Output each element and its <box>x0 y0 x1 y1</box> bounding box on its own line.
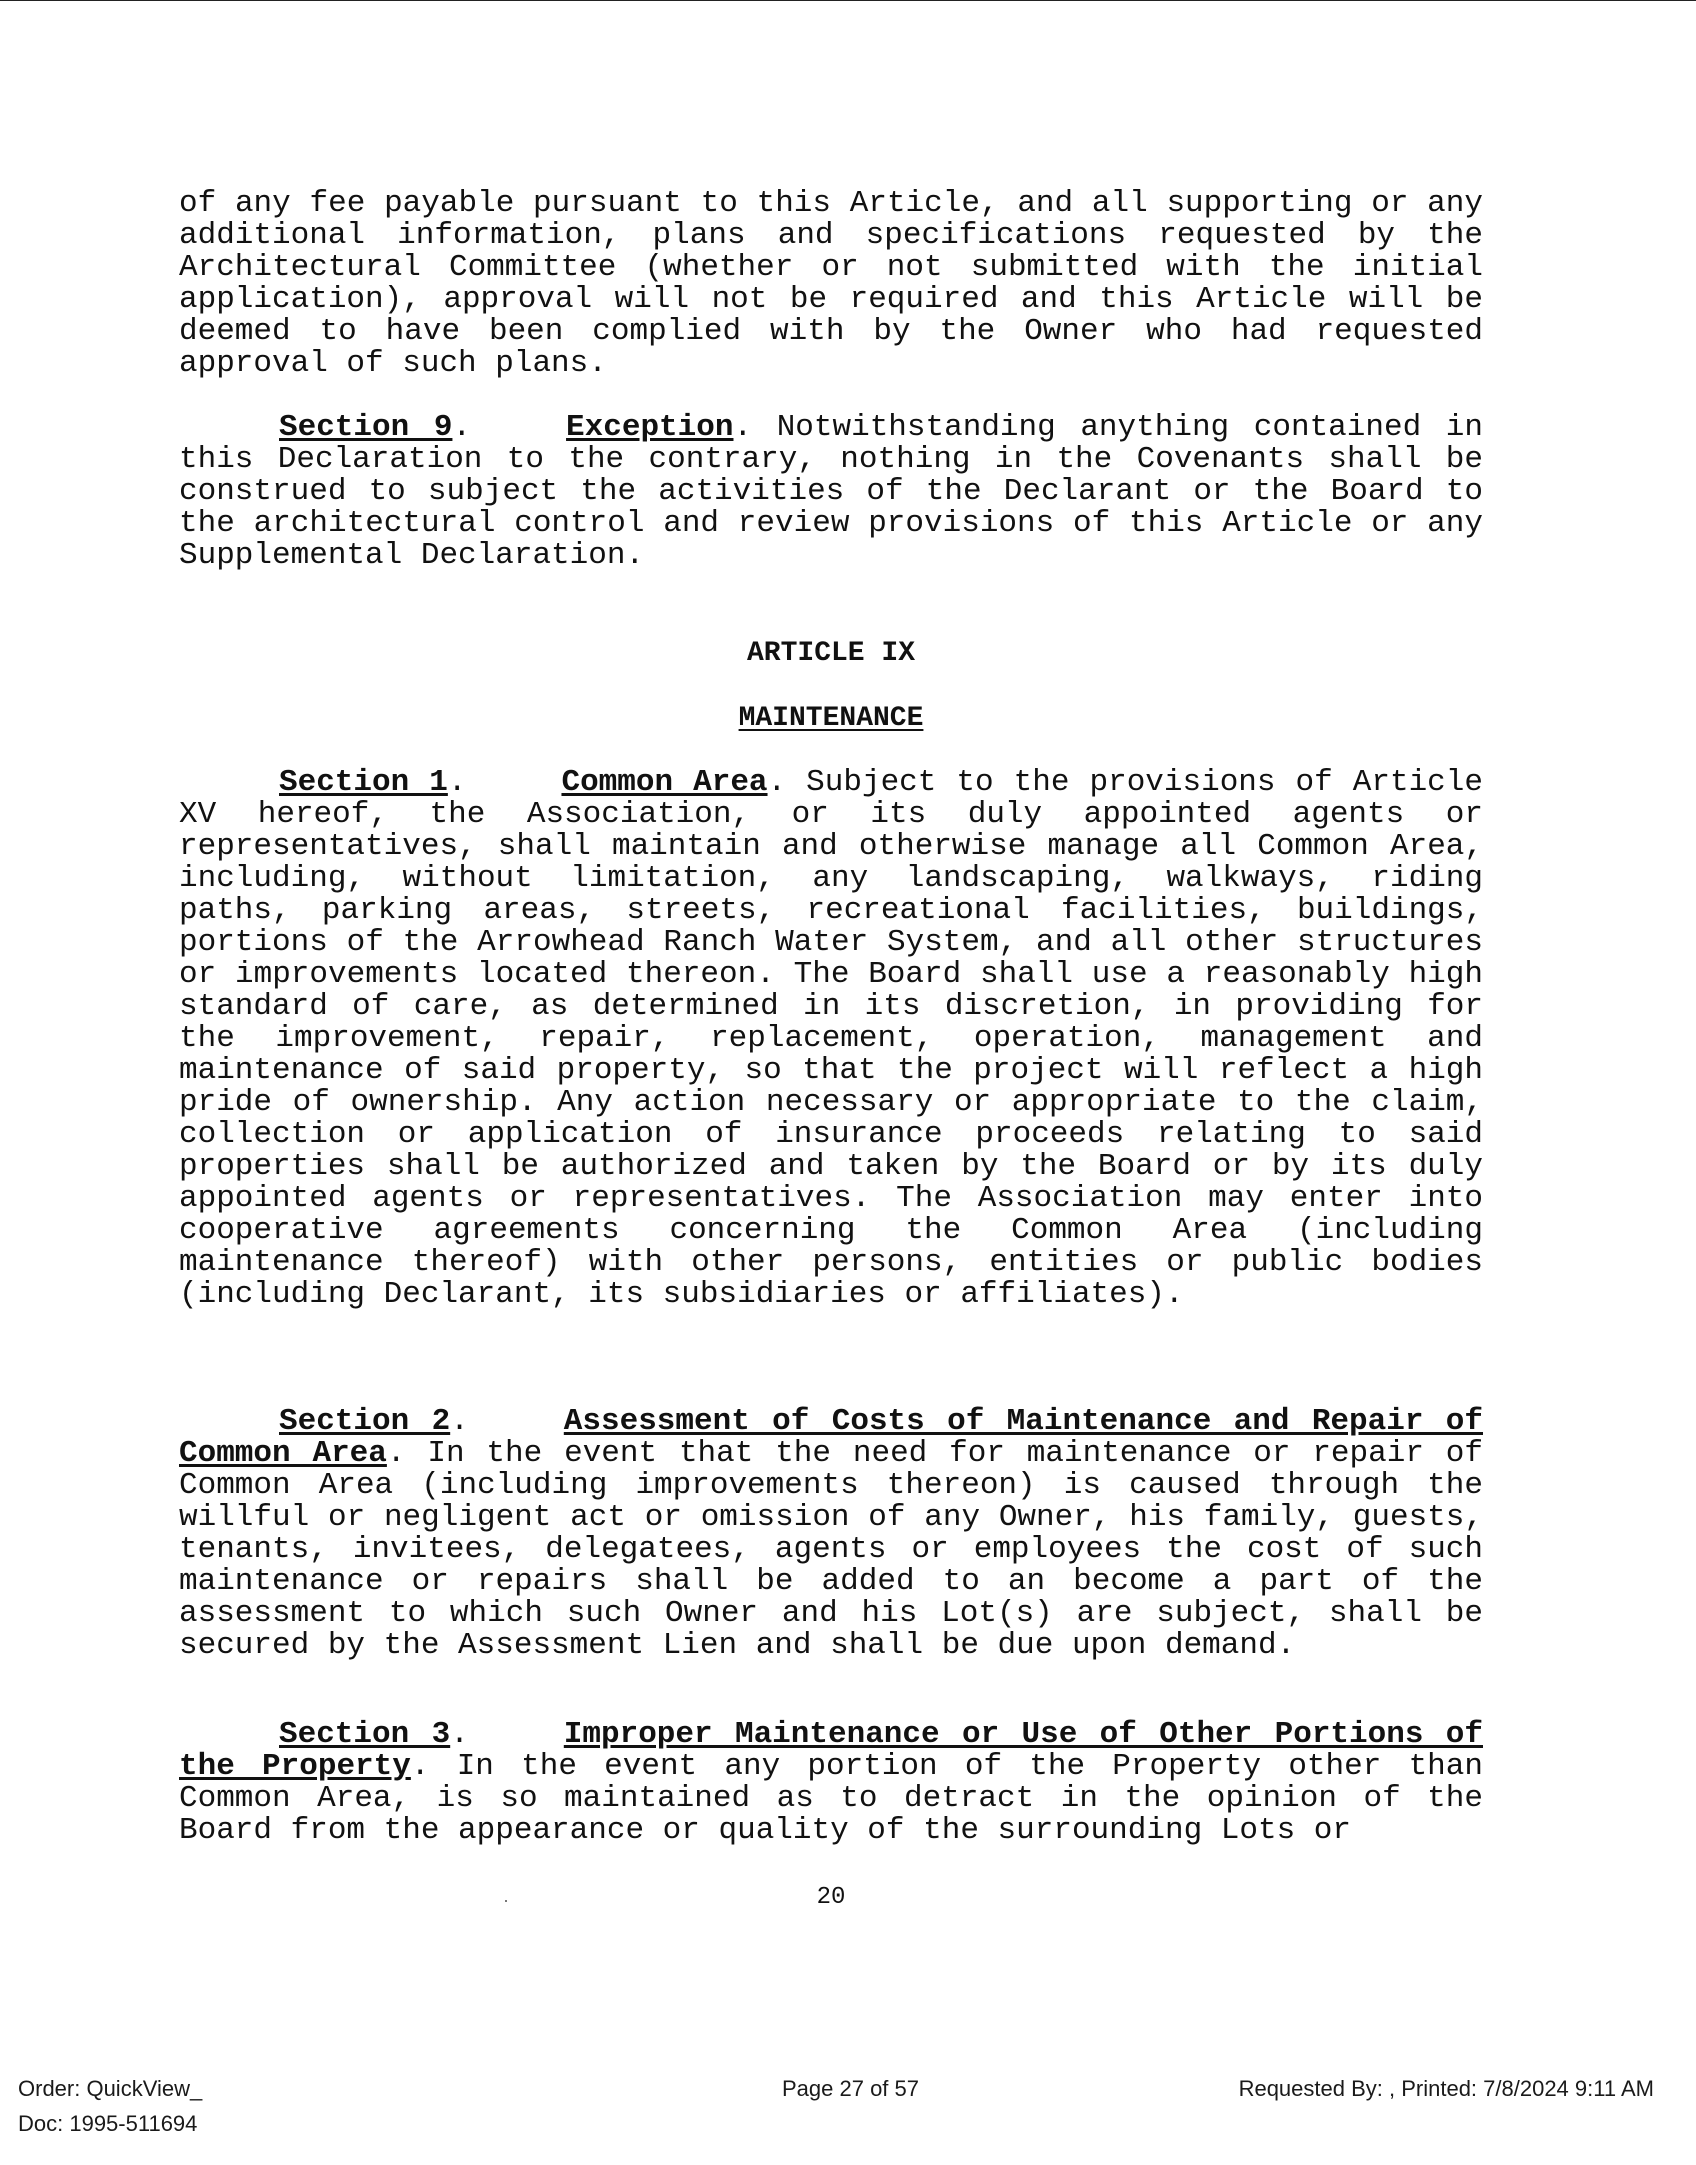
section-2-text: In the event that the need for maintenance or repair of Common Area (including improvements thereon) is caused through the willful or negligent act or omission of any Owner, his family, guests, tenants, invitees, delegatees, agents or employees the cost of such maintenance or repairs shall be added to an become a part of the assessment to which such Owner and his Lot(s) are subject, shall be secured by the Assessment Lien and shall be due upon demand. <box>179 1436 1483 1663</box>
article-number: ARTICLE IX <box>746 638 916 669</box>
article-title: MAINTENANCE <box>738 703 924 734</box>
section-9: Section 9. Exception. Notwithstanding anything contained in this Declaration to the contrary, nothing in the Covenants shall be construed to subject the activities of the Declarant or the Board to the architectural control and review provisions of this Article or any Supplemental Declaration. <box>179 410 1483 573</box>
section-9-label: Section 9 <box>279 410 453 445</box>
section-3-label: Section 3 <box>279 1717 451 1752</box>
paragraph-text: of any fee payable pursuant to this Article, and all supporting or any additional information, plans and specifications requested by the Architectural Committee (whether or not submitted with the initial application), approval will not be required and this Article will be deemed to have been complied with by the Owner who had requested approval of such plans. <box>179 186 1483 381</box>
section-1-label: Section 1 <box>279 765 448 800</box>
section-3-title: Improper Maintenance or Use of Other Portions of the Property <box>179 1717 1483 1784</box>
scan-top-rule <box>0 0 1696 1</box>
section-1-title: Common Area <box>561 765 768 800</box>
section-1: Section 1. Common Area. Subject to the provisions of Article XV hereof, the Association, or its duly appointed agents or representatives, shall maintain and otherwise manage all Common Area, including, without limitation, any landscaping, walkways, riding paths, parking areas, streets, recreational facilities, buildings, portions of the Arrowhead Ranch Water System, and all other structures or improvements located thereon. The Board shall use a reasonably high standard of care, as determined in its discretion, in providing for the improvement, repair, replacement, operation, management and maintenance of said property, so that the project will reflect a high pride of ownership. Any action necessary or appropriate to the claim, collection or application of insurance proceeds relating to said properties shall be authorized and taken by the Board or by its duly appointed agents or representatives. The Association may enter into cooperative agreements concerning the Common Area (including maintenance thereof) with other persons, entities or public bodies (including Declarant, its subsidiaries or affiliates). <box>179 765 1483 1312</box>
section-2-title: Assessment of Costs of Maintenance and Repair of Common Area <box>179 1404 1483 1471</box>
paragraph-continuation <box>179 188 1483 380</box>
section-2: Section 2. Assessment of Costs of Maintenance and Repair of Common Area. In the event that the need for maintenance or repair of Common Area (including improvements thereon) is caused through the willful or negligent act or omission of any Owner, his family, guests, tenants, invitees, delegatees, agents or employees the cost of such maintenance or repairs shall be added to an become a part of the assessment to which such Owner and his Lot(s) are subject, shall be secured by the Assessment Lien and shall be due upon demand. <box>179 1404 1483 1663</box>
section-1-text: Subject to the provisions of Article XV hereof, the Association, or its duly appointed agents or representatives, shall maintain and otherwise manage all Common Area, including, without limitation, any landscaping, walkways, riding paths, parking areas, streets, recreational facilities, buildings, portions of the Arrowhead Ranch Water System, and all other structures or improvements located thereon. The Board shall use a reasonably high standard of care, as determined in its discretion, in providing for the improvement, repair, replacement, operation, management and maintenance of said property, so that the project will reflect a high pride of ownership. Any action necessary or appropriate to the claim, collection or application of insurance proceeds relating to said properties shall be authorized and taken by the Board or by its duly appointed agents or representatives. The Association may enter into cooperative agreements concerning the Common Area (including maintenance thereof) with other persons, entities or public bodies (including Declarant, its subsidiaries or affiliates). <box>179 765 1483 1312</box>
footer-page: Page 27 of 57 <box>782 2076 920 2101</box>
page-number: 20 <box>816 1884 846 1911</box>
footer-doc: Doc: 1995-511694 <box>18 2111 198 2136</box>
section-3-text: In the event any portion of the Property other than Common Area, is so maintained as to detract in the opinion of the Board from the appearance or quality of the surrounding Lots or <box>179 1749 1483 1848</box>
section-9-text: Notwithstanding anything contained in this Declaration to the contrary, nothing in the Covenants shall be construed to subject the activities of the Declarant or the Board to the architectural control and review provisions of this Article or any Supplemental Declaration. <box>179 410 1483 573</box>
section-9-title: Exception <box>566 410 734 445</box>
section-3: Section 3. Improper Maintenance or Use of Other Portions of the Property. In the event any portion of the Property other than Common Area, is so maintained as to detract in the opinion of the Board from the appearance or quality of the surrounding Lots or <box>179 1717 1483 1848</box>
footer-order: Order: QuickView_ <box>18 2076 203 2101</box>
footer-requested: Requested By: , Printed: 7/8/2024 9:11 AM <box>1238 2076 1654 2101</box>
section-2-label: Section 2 <box>279 1404 451 1439</box>
